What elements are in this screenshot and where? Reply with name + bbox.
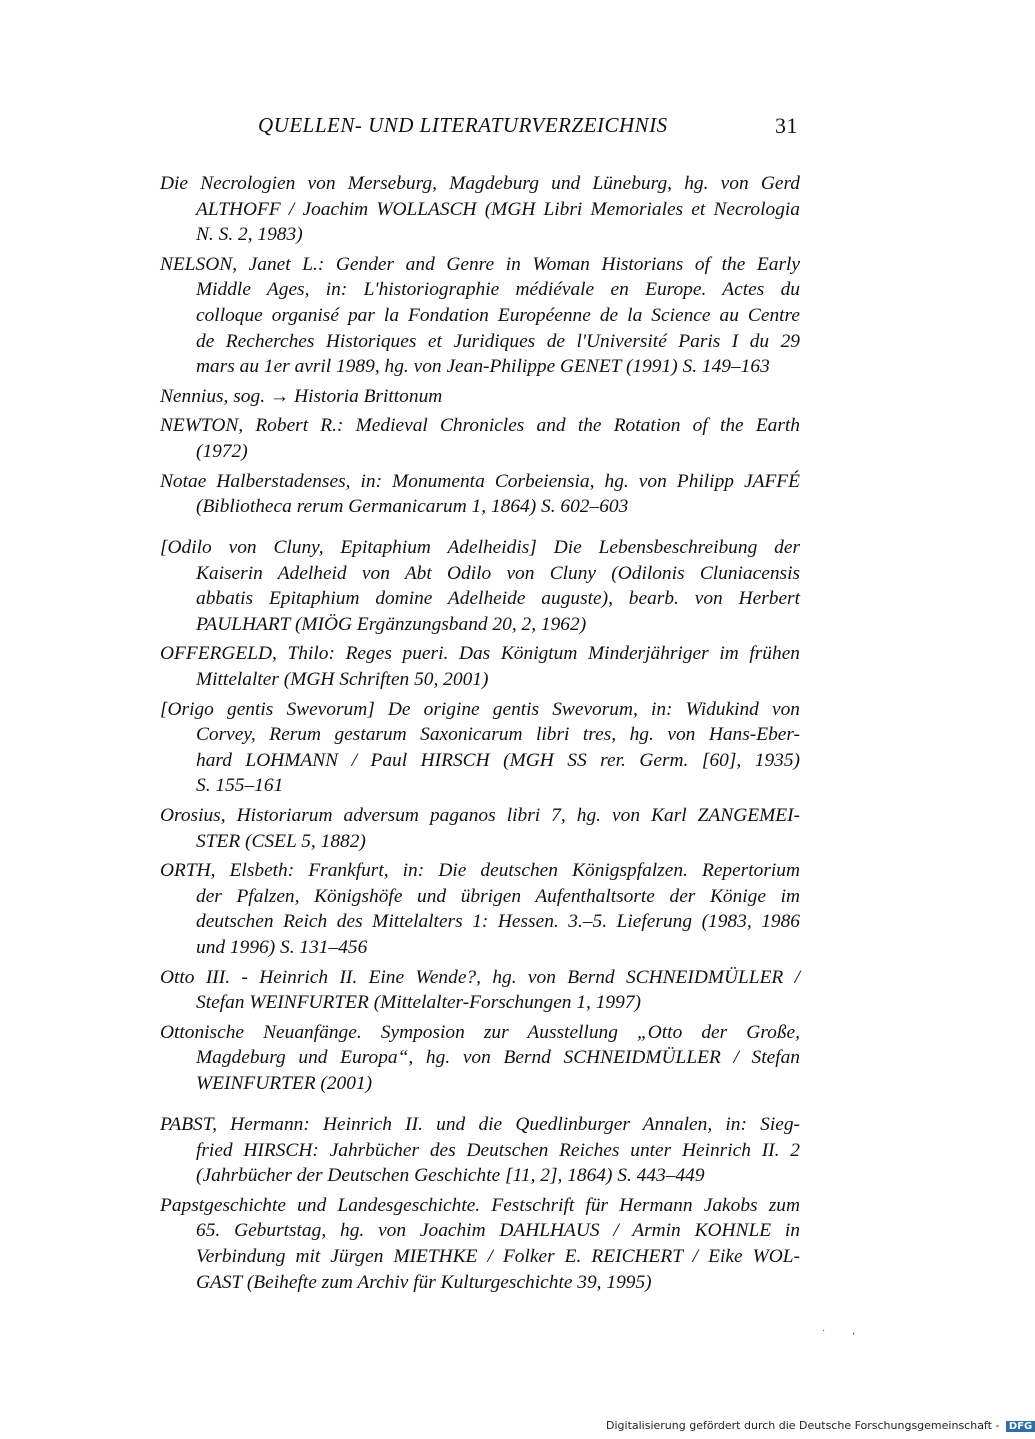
bibliography-group-n (160, 171, 800, 524)
entry-line: de Recherches Historiques et Juridiques de l'Université Paris I du 29 (196, 330, 800, 352)
footer-text: Digitalisierung gefördert durch die Deutsche Forschungsgemeinschaft - (606, 1419, 1000, 1432)
entry-line: 65. Geburtstag, hg. von Joachim DAHLHAUS / Armin KOHNLE in (196, 1220, 800, 1242)
entry-line: STER (CSEL 5, 1882) (196, 830, 366, 852)
entry-line: (1972) (196, 440, 248, 462)
bibliography-entry (160, 803, 800, 854)
bibliography-entry (160, 1020, 800, 1097)
entry-line: GAST (Beihefte zum Archiv für Kulturgeschichte 39, 1995) (196, 1271, 652, 1293)
entry-line: Mittelalter (MGH Schriften 50, 2001) (196, 668, 489, 690)
entry-line: Verbindung mit Jürgen MIETHKE / Folker E. REICHERT / Eike WOL- (196, 1245, 800, 1267)
bibliography-entry (160, 171, 800, 248)
entry-line: Corvey, Rerum gestarum Saxonicarum libri tres, hg. von Hans-Eber- (196, 724, 800, 746)
bibliography-entry (160, 641, 800, 692)
entry-line: hard LOHMANN / Paul HIRSCH (MGH SS rer. Germ. [60], 1935) (196, 749, 800, 771)
bibliography-entry (160, 965, 800, 1016)
entry-line: Middle Ages, in: L'historiographie médiévale en Europe. Actes du (196, 279, 800, 301)
entry-line: deutschen Reich des Mittelalters 1: Hessen. 3.–5. Lieferung (1983, 1986 (196, 911, 800, 933)
bibliography-entry (160, 384, 800, 410)
entry-line: Magdeburg und Europa“, hg. von Bernd SCHNEIDMÜLLER / Stefan (196, 1047, 800, 1069)
entry-line: NELSON, Janet L.: Gender and Genre in Woman Historians of the Early (160, 253, 800, 275)
bibliography-entry (160, 252, 800, 380)
entry-line: Kaiserin Adelheid von Abt Odilo von Cluny (Odilonis Cluniacensis (196, 562, 800, 584)
entry-line: OFFERGELD, Thilo: Reges pueri. Das Königtum Minderjähriger im frühen (160, 643, 800, 665)
entry-line: fried HIRSCH: Jahrbücher des Deutschen Reiches unter Heinrich II. 2 (196, 1139, 800, 1161)
entry-line: ALTHOFF / Joachim WOLLASCH (MGH Libri Memoriales et Necrologia (196, 198, 800, 220)
entry-line: PABST, Hermann: Heinrich II. und die Quedlinburger Annalen, in: Sieg- (160, 1114, 800, 1135)
entry-line: N. S. 2, 1983) (196, 224, 303, 246)
entry-line: WEINFURTER (2001) (196, 1072, 373, 1094)
running-title: QUELLEN- UND LITERATURVERZEICHNIS (258, 113, 668, 137)
entry-line: colloque organisé par la Fondation Européenne de la Science au Centre (196, 304, 800, 326)
bibliography-entry (160, 1112, 800, 1189)
digitization-notice (606, 1419, 1035, 1432)
bibliography-entry (160, 697, 800, 799)
entry-line: NEWTON, Robert R.: Medieval Chronicles and the Rotation of the Earth (160, 415, 800, 437)
bibliography-entry (160, 413, 800, 464)
entry-line: Notae Halberstadenses, in: Monumenta Corbeiensia, hg. von Philipp JAFFÉ (160, 470, 800, 492)
entry-line: [Odilo von Cluny, Epitaphium Adelheidis] Die Lebensbeschreibung der (160, 537, 800, 558)
entry-line: Ottonische Neuanfänge. Symposion zur Ausstellung „Otto der Große, (160, 1021, 800, 1043)
bibliography-group-p (160, 1112, 800, 1299)
entry-line: Orosius, Historiarum adversum paganos libri 7, hg. von Karl ZANGEMEI- (160, 804, 800, 826)
entry-line: (Jahrbücher der Deutschen Geschichte [11, 2], 1864) S. 443–449 (196, 1165, 705, 1187)
entry-line: ORTH, Elsbeth: Frankfurt, in: Die deutschen Königspfalzen. Repertorium (160, 860, 800, 882)
entry-line: Papstgeschichte und Landesgeschichte. Festschrift für Hermann Jakobs zum (160, 1194, 800, 1216)
entry-line: Stefan WEINFURTER (Mittelalter-Forschungen 1, 1997) (196, 992, 641, 1014)
entry-line: der Pfalzen, Königshöfe und übrigen Aufenthaltsorte der Könige im (196, 885, 800, 907)
scan-speck: , (852, 1326, 856, 1337)
bibliography-entry (160, 535, 800, 637)
bibliography-entry (160, 469, 800, 520)
entry-line: S. 155–161 (196, 775, 284, 797)
dfg-logo: DFG (1006, 1421, 1035, 1432)
bibliography-entry (160, 1193, 800, 1295)
running-header (258, 113, 798, 143)
entry-line: und 1996) S. 131–456 (196, 936, 368, 958)
entry-line: Otto III. - Heinrich II. Eine Wende?, hg. von Bernd SCHNEIDMÜLLER / (160, 966, 800, 988)
bibliography-entry (160, 858, 800, 960)
entry-line: mars au 1er avril 1989, hg. von Jean-Philippe GENET (1991) S. 149–163 (196, 356, 770, 378)
entry-line: PAULHART (MIÖG Ergänzungsband 20, 2, 1962) (196, 613, 587, 635)
entry-line: [Origo gentis Swevorum] De origine gentis Swevorum, in: Widukind von (160, 698, 800, 720)
entry-line: abbatis Epitaphium domine Adelheide auguste), bearb. von Herbert (196, 588, 800, 610)
bibliography-group-o (160, 535, 800, 1100)
entry-line: Nennius, sog. → Historia Brittonum (160, 385, 443, 407)
page-number: 31 (775, 113, 798, 138)
entry-line: (Bibliotheca rerum Germanicarum 1, 1864) S. 602–603 (196, 496, 629, 518)
scan-speck: · (822, 1326, 826, 1337)
entry-line: Die Necrologien von Merseburg, Magdeburg und Lüneburg, hg. von Gerd (160, 173, 800, 194)
